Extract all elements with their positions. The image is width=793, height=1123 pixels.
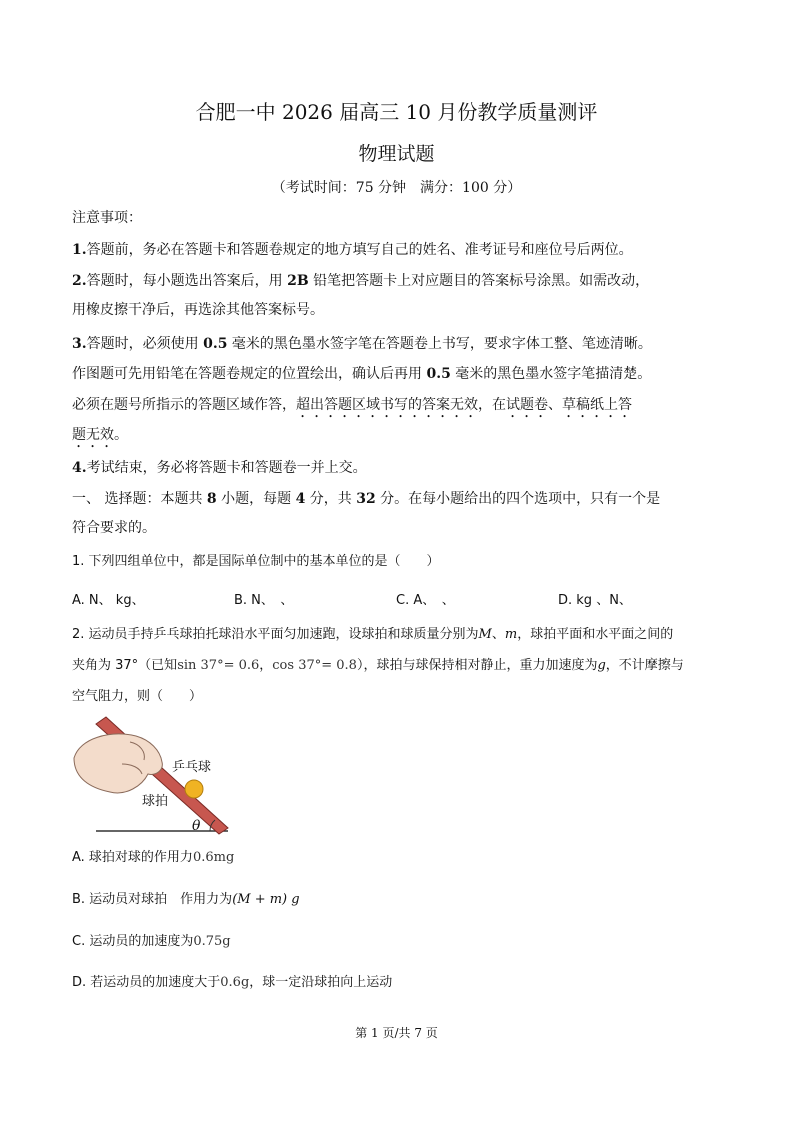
question-2-line3: 空气阻力，则（ ） bbox=[72, 689, 203, 704]
question-2-option-c: C. 运动员的加速度为0.75g bbox=[72, 934, 231, 949]
exam-subject: 物理试题 bbox=[358, 143, 435, 165]
exam-title: 合肥一中 2026 届高三 10 月份教学质量测评 bbox=[195, 100, 598, 124]
note-2-line2: 用橡皮擦干净后，再选涂其他答案标号。 bbox=[72, 302, 324, 318]
question-1-option-a: A. N、 kg、 bbox=[72, 593, 145, 608]
angle-label: θ bbox=[192, 818, 201, 834]
ball-shape bbox=[185, 780, 203, 798]
question-1-option-d: D. kg 、N、 bbox=[558, 593, 632, 608]
section-1-heading-line2: 符合要求的。 bbox=[72, 520, 156, 536]
question-2-line2: 夹角为 37°（已知sin 37°= 0.6，cos 37°= 0.8），球拍与球保持相对静止，重力加速度为g，不计摩擦与 bbox=[72, 658, 684, 673]
question-1-option-c: C. A、 、 bbox=[396, 593, 455, 608]
ball-label: 乒乓球 bbox=[172, 760, 212, 775]
notes-heading: 注意事项： bbox=[72, 210, 142, 226]
note-4: 4.考试结束，务必将答题卡和答题卷一并上交。 bbox=[72, 460, 367, 476]
question-2-option-b: B. 运动员对球拍 作用力为(M + m) g bbox=[72, 892, 300, 907]
note-1: 1.答题前，务必在答题卡和答题卷规定的地方填写自己的姓名、准考证号和座位号后两位。 bbox=[72, 242, 633, 258]
note-3-line2: 作图题可先用铅笔在答题卷规定的位置绘出，确认后再用 0.5 毫米的黑色墨水签字笔描清楚。 bbox=[72, 366, 652, 382]
page-footer: 第 1 页/共 7 页 bbox=[355, 1026, 438, 1040]
question-2-line1: 2. 运动员手持乒乓球拍托球沿水平面匀加速跑，设球拍和球质量分别为M、m，球拍平面和水平面之间的 bbox=[72, 627, 674, 642]
racket-figure bbox=[70, 712, 240, 841]
question-2-option-a: A. 球拍对球的作用力0.6mg bbox=[72, 850, 235, 865]
section-1-heading: 一、 选择题：本题共 8 小题，每题 4 分，共 32 分。在每小题给出的四个选项中，只有一个是 bbox=[72, 491, 661, 507]
hand-shape bbox=[74, 734, 162, 793]
exam-info: （考试时间：75 分钟 满分：100 分） bbox=[271, 180, 522, 196]
note-3-line3: 必须在题号所指示的答题区域作答，超出答题区域书写的答案无效，在试题卷、草稿纸上答 bbox=[72, 397, 632, 413]
question-1-stem: 1. 下列四组单位中，都是国际单位制中的基本单位的是（ ） bbox=[72, 554, 440, 569]
question-1-option-b: B. N、 、 bbox=[234, 593, 294, 608]
racket-label: 球拍 bbox=[142, 794, 169, 809]
question-2-option-d: D. 若运动员的加速度大于0.6g，球一定沿球拍向上运动 bbox=[72, 975, 393, 990]
note-3: 3.答题时，必须使用 0.5 毫米的黑色墨水签字笔在答题卷上书写，要求字体工整、笔迹清晰。 bbox=[72, 336, 652, 352]
note-2: 2.答题时，每小题选出答案后，用 2B 铅笔把答题卡上对应题目的答案标号涂黑。如需改动， bbox=[72, 273, 650, 289]
note-3-line4: 题无效。 bbox=[72, 427, 128, 443]
